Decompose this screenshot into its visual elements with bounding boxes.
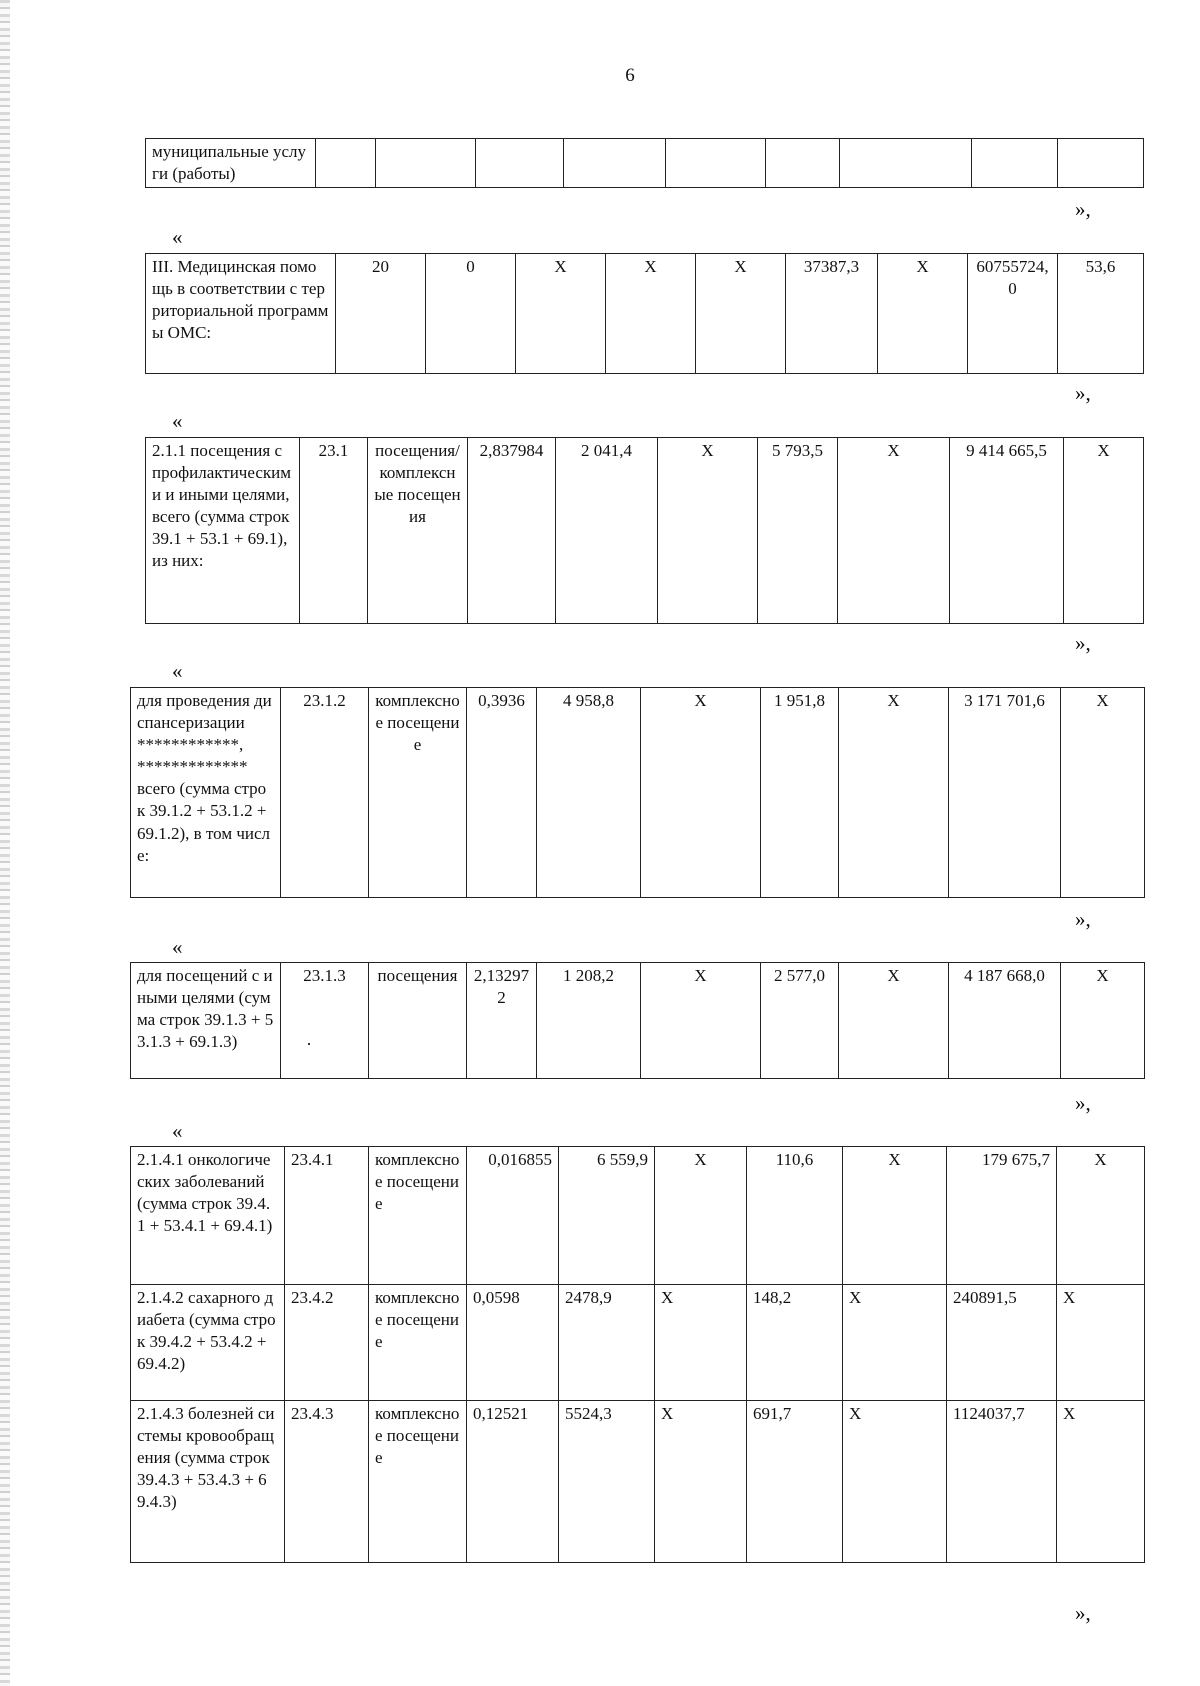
cell-9: X xyxy=(1061,963,1145,1079)
quote-open: « xyxy=(172,409,183,433)
cell-9: X xyxy=(1064,438,1144,624)
cell-3: 0,016855 xyxy=(467,1147,559,1285)
row-number: 23.1.2 xyxy=(281,688,369,898)
cell-3: 0,3936 xyxy=(467,688,537,898)
unit-cell: 0 xyxy=(426,254,516,374)
cell-8: 9 414 665,5 xyxy=(950,438,1064,624)
row-number: 23.4.3 xyxy=(285,1401,369,1563)
table-row xyxy=(131,1401,1145,1563)
row-label-part-a: для проведения диспансеризации xyxy=(137,691,272,733)
cell-7: X xyxy=(843,1147,947,1285)
cell-7: X xyxy=(839,688,949,898)
unit-cell: посещения xyxy=(369,963,467,1079)
cell-9: X xyxy=(1057,1147,1145,1285)
stars-line-2: ************* xyxy=(137,757,248,777)
table-preventive-visits xyxy=(145,437,1144,624)
unit-cell: комплексное посещение xyxy=(369,1401,467,1563)
row-label: 2.1.4.2 сахарного диабета (сумма строк 39.4.2 + 53.4.2 + 69.4.2) xyxy=(131,1285,285,1401)
cell-6: 1 951,8 xyxy=(761,688,839,898)
cell-5: X xyxy=(658,438,758,624)
row-label: 2.1.1 посещения с профилактическими и иными целями, всего (сумма строк 39.1 + 53.1 + 69.1), из них: xyxy=(146,438,300,624)
row-label-part-b: всего (сумма строк 39.1.2 + 53.1.2 + 69.1.2), в том числе: xyxy=(137,779,271,865)
cell-9: X xyxy=(1057,1401,1145,1563)
cell-3: 0,0598 xyxy=(467,1285,559,1401)
quote-close: », xyxy=(1075,381,1091,405)
cell-6: 148,2 xyxy=(747,1285,843,1401)
cell-5: X xyxy=(696,254,786,374)
cell-4: 6 559,9 xyxy=(559,1147,655,1285)
cell-8: 3 171 701,6 xyxy=(949,688,1061,898)
cell-7: X xyxy=(843,1285,947,1401)
quote-close: », xyxy=(1075,197,1091,221)
quote-open: « xyxy=(172,935,183,959)
table-row xyxy=(146,438,1144,624)
page-number: 6 xyxy=(625,65,635,86)
table-row xyxy=(146,139,1144,188)
cell-4: 2 041,4 xyxy=(556,438,658,624)
quote-close: », xyxy=(1075,1601,1091,1625)
unit-cell: посещения/комплексные посещения xyxy=(368,438,468,624)
cell-9: 53,6 xyxy=(1058,254,1144,374)
cell-5: X xyxy=(641,963,761,1079)
quote-close: », xyxy=(1075,631,1091,655)
table-other-visits xyxy=(130,962,1145,1079)
quote-open: « xyxy=(172,225,183,249)
cell-5: X xyxy=(641,688,761,898)
cell-4: 5524,3 xyxy=(559,1401,655,1563)
cell-4: 2478,9 xyxy=(559,1285,655,1401)
cell-3: 2,837984 xyxy=(468,438,556,624)
cell-8: 60755724,0 xyxy=(968,254,1058,374)
cell-7: X xyxy=(838,438,950,624)
table-row xyxy=(131,963,1145,1079)
row-label: для посещений с иными целями (сумма строк 39.1.3 + 53.1.3 + 69.1.3) xyxy=(131,963,281,1079)
unit-cell: комплексное посещение xyxy=(369,688,467,898)
cell-6: 2 577,0 xyxy=(761,963,839,1079)
cell-4: 1 208,2 xyxy=(537,963,641,1079)
cell-6: 5 793,5 xyxy=(758,438,838,624)
table-dispensary xyxy=(130,687,1145,898)
unit-cell: комплексное посещение xyxy=(369,1147,467,1285)
row-number: 23.1.3 xyxy=(281,963,369,1079)
table-row xyxy=(131,688,1145,898)
cell-3: 2,132972 xyxy=(467,963,537,1079)
scan-edge xyxy=(0,0,10,1686)
cell-8: 240891,5 xyxy=(947,1285,1057,1401)
row-label: 2.1.4.1 онкологических заболеваний (сумма строк 39.4.1 + 53.4.1 + 69.4.1) xyxy=(131,1147,285,1285)
table-municipal-services xyxy=(145,138,1144,188)
cell-6: 691,7 xyxy=(747,1401,843,1563)
unit-cell: комплексное посещение xyxy=(369,1285,467,1401)
row-label: 2.1.4.3 болезней системы кровообращения (сумма строк 39.4.3 + 53.4.3 + 69.4.3) xyxy=(131,1401,285,1563)
table-row xyxy=(131,1147,1145,1285)
row-number: 23.4.2 xyxy=(285,1285,369,1401)
table-row xyxy=(131,1285,1145,1401)
row-number: 23.4.1 xyxy=(285,1147,369,1285)
row-label xyxy=(131,688,281,898)
cell-7: X xyxy=(843,1401,947,1563)
cell-4: 4 958,8 xyxy=(537,688,641,898)
stars-line-1: ************, xyxy=(137,735,244,755)
quote-open: « xyxy=(172,659,183,683)
cell-5: X xyxy=(655,1401,747,1563)
table-complex-visits xyxy=(130,1146,1145,1563)
cell-5: X xyxy=(655,1285,747,1401)
cell-6: 37387,3 xyxy=(786,254,878,374)
cell-8: 4 187 668,0 xyxy=(949,963,1061,1079)
table-oms-section-3 xyxy=(145,253,1144,374)
cell-3: X xyxy=(516,254,606,374)
cell-9: X xyxy=(1061,688,1145,898)
row-label: муниципальные услуги (работы) xyxy=(146,139,316,188)
cell-7: X xyxy=(878,254,968,374)
table-row xyxy=(146,254,1144,374)
cell-5: X xyxy=(655,1147,747,1285)
row-label: III. Медицинская помощь в соответствии с территориальной программы ОМС: xyxy=(146,254,336,374)
row-number: 23.1 xyxy=(300,438,368,624)
cell-8: 1124037,7 xyxy=(947,1401,1057,1563)
cell-3: 0,12521 xyxy=(467,1401,559,1563)
quote-open: « xyxy=(172,1119,183,1143)
cell-4: X xyxy=(606,254,696,374)
scan-speck xyxy=(308,1043,310,1045)
quote-close: », xyxy=(1075,1091,1091,1115)
cell-6: 110,6 xyxy=(747,1147,843,1285)
cell-9: X xyxy=(1057,1285,1145,1401)
row-number: 20 xyxy=(336,254,426,374)
quote-close: », xyxy=(1075,907,1091,931)
cell-7: X xyxy=(839,963,949,1079)
cell-8: 179 675,7 xyxy=(947,1147,1057,1285)
